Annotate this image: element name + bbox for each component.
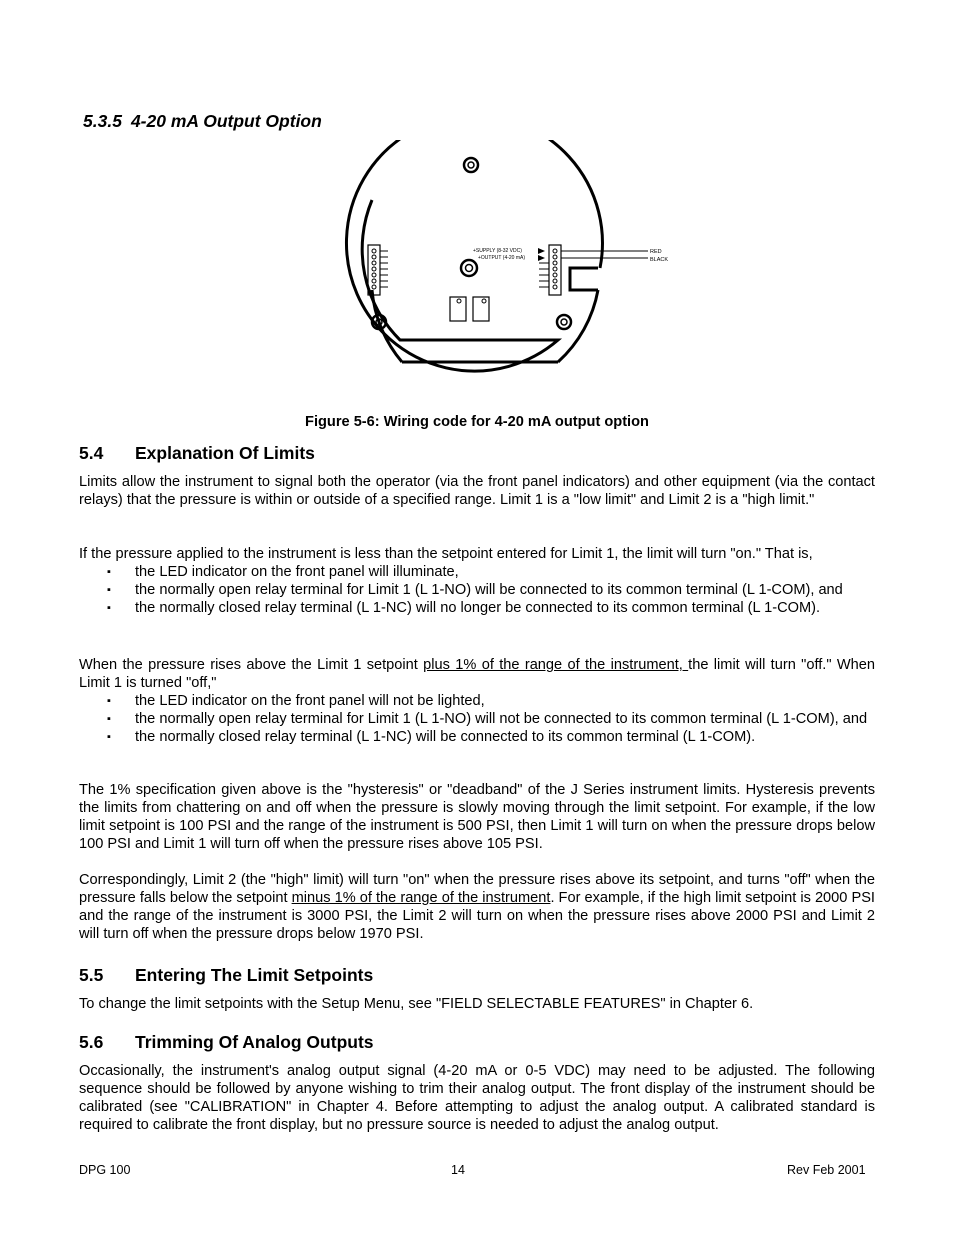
component-left xyxy=(450,297,466,321)
mounting-hole-top xyxy=(464,158,478,172)
list-item: ▪ the normally closed relay terminal (L 1-NC) will no longer be connected to its common terminal (L 1-COM). xyxy=(79,599,875,617)
section-55-title: Entering The Limit Setpoints xyxy=(135,965,374,985)
section-55-number: 5.5 xyxy=(79,965,104,985)
section-54-heading xyxy=(79,443,315,464)
limit-on-paragraph: If the pressure applied to the instrument is less than the setpoint entered for Limit 1, the limit will turn "on." That is, xyxy=(79,546,813,562)
footer-page-number: 14 xyxy=(451,1163,465,1177)
supply-label: +SUPPLY (8-32 VDC) xyxy=(473,248,522,254)
limit2-text-a: Correspondingly, Limit 2 (the "high" limit) will turn "on" when the pressure rises above its setpoint, and turns "off" when the pressure falls below the setpoint xyxy=(79,872,875,906)
limit2-underlined: minus 1% of the range of the instrument xyxy=(291,890,551,906)
mounting-hole-right xyxy=(557,315,571,329)
limit2-text-b: . For example, if the high limit setpoint is 2000 PSI and the range of the instrument is 3000 PSI, the Limit 2 will turn on when the pressure rises above 2000 PSI and Limit 2 will turn off when the pressure drops below 1970 PSI. xyxy=(79,890,875,942)
limit-off-underlined: plus 1% of the range of the instrument, xyxy=(423,657,689,673)
section-56-heading xyxy=(79,1032,374,1053)
limit-off-text-a: When the pressure rises above the Limit 1 setpoint xyxy=(79,657,424,673)
footer-revision: Rev Feb 2001 xyxy=(787,1163,866,1177)
list-item: ▪ the normally open relay terminal for Limit 1 (L 1-NO) will be connected to its common terminal (L 1-COM), and xyxy=(79,581,875,599)
list-item: ▪ the LED indicator on the front panel will not be lighted, xyxy=(79,692,875,710)
list-item: ▪ the LED indicator on the front panel will illuminate, xyxy=(79,563,875,581)
section-56-number: 5.6 xyxy=(79,1032,104,1052)
component-right xyxy=(473,297,489,321)
section-535-number: 5.3.5 xyxy=(83,111,122,131)
setpoints-paragraph: To change the limit setpoints with the Setup Menu, see "FIELD SELECTABLE FEATURES" in Chapter 6. xyxy=(79,996,754,1012)
list-item: ▪ the normally open relay terminal for Limit 1 (L 1-NO) will not be connected to its common terminal (L 1-COM), and xyxy=(79,710,875,728)
section-54-number: 5.4 xyxy=(79,443,104,463)
left-terminal-block xyxy=(368,245,388,295)
hysteresis-paragraph: The 1% specification given above is the "hysteresis" or "deadband" of the J Series instrument limits. Hysteresis prevents the limits from chattering on and off when the pressure is slowly moving through the limit setpoint. For example, if the low limit setpoint is 100 PSI and the range of the instrument is 500 PSI, then Limit 1 will turn on when the pressure drops below 100 PSI and Limit 1 will turn off when the pressure rises above 105 PSI. xyxy=(79,782,875,852)
section-535-title: 4-20 mA Output Option xyxy=(130,111,322,131)
limit-off-paragraph xyxy=(79,656,875,692)
limit-on-list xyxy=(79,563,875,617)
limit-off-list xyxy=(79,692,875,746)
section-54-title: Explanation Of Limits xyxy=(135,443,315,463)
black-label: BLACK xyxy=(650,257,669,263)
right-terminal-block xyxy=(538,245,561,295)
limits-intro-paragraph: Limits allow the instrument to signal both the operator (via the front panel indicators) and other equipment (via the contact relays) that the pressure is within or outside of a specified range. Limit 1 is a "low limit" and Limit 2 is a "high limit." xyxy=(79,474,875,508)
limit2-paragraph xyxy=(79,871,875,943)
limit-off-text-b: the limit will turn "off." When Limit 1 is turned "off," xyxy=(79,657,876,691)
footer-doc-id: DPG 100 xyxy=(79,1163,131,1177)
section-535-heading xyxy=(83,111,322,132)
trimming-paragraph: Occasionally, the instrument's analog output signal (4-20 mA or 0-5 VDC) may need to be adjusted. The following sequence should be followed by anyone wishing to trim their analog output. The front display of the instrument should be calibrated (see "CALIBRATION" in Chapter 4. Before attempting to adjust the analog output. A calibrated standard is required to calibrate the front display, but no pressure source is needed to adjust the analog output. xyxy=(79,1063,875,1133)
section-55-heading xyxy=(79,965,373,986)
red-label: RED xyxy=(650,249,662,255)
section-56-title: Trimming Of Analog Outputs xyxy=(135,1032,374,1052)
wiring-figure xyxy=(330,140,690,375)
figure-caption: Figure 5-6: Wiring code for 4-20 mA output option xyxy=(305,414,649,430)
output-label: +OUTPUT (4-20 mA) xyxy=(478,255,525,261)
center-screw xyxy=(461,260,477,276)
list-item: ▪ the normally closed relay terminal (L 1-NC) will be connected to its common terminal (L 1-COM). xyxy=(79,728,875,746)
